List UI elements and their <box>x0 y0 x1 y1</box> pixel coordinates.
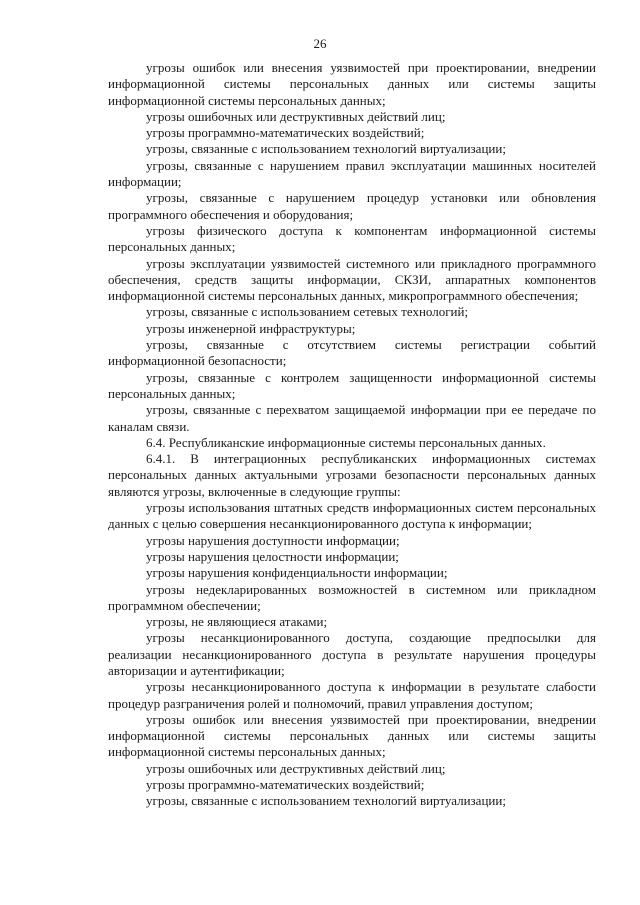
paragraph: угрозы, связанные с нарушением процедур установки или обновления программного обеспечения и оборудования; <box>108 190 596 222</box>
paragraph: угрозы несанкционированного доступа к информации в результате слабости процедур разграничения ролей и полномочий, правил управления доступом; <box>108 679 596 711</box>
paragraph: угрозы инженерной инфраструктуры; <box>146 320 356 336</box>
section-heading: 6.4. Республиканские информационные системы персональных данных. <box>146 434 546 450</box>
paragraph: угрозы программно-математических воздействий; <box>146 777 425 793</box>
paragraph: угрозы недекларированных возможностей в системном или прикладном программном обеспечении; <box>108 581 596 613</box>
paragraph: угрозы нарушения целостности информации; <box>146 548 399 564</box>
paragraph: угрозы физического доступа к компонентам информационной системы персональных данных; <box>108 222 596 255</box>
paragraph: угрозы ошибок или внесения уязвимостей при проектировании, внедрении информационной системы персональных данных или системы защиты информационной системы персональных данных; <box>108 60 596 108</box>
subsection-paragraph: 6.4.1. В интеграционных республиканских информационных системах персональных данных актуальными угрозами безопасности персональных данных являются угрозы, включенные в следующие группы: <box>108 451 596 499</box>
paragraph: угрозы нарушения конфиденциальности информации; <box>146 565 448 581</box>
paragraph: угрозы, связанные с контролем защищенности информационной системы персональных данных; <box>108 369 596 401</box>
paragraph: угрозы, связанные с перехватом защищаемой информации при ее передаче по каналам связи. <box>108 402 596 434</box>
paragraph: угрозы ошибочных или деструктивных действий лиц; <box>146 108 446 124</box>
paragraph: угрозы несанкционированного доступа, создающие предпосылки для реализации несанкционированного доступа в результате нарушения процедуры авторизации и аутентификации; <box>108 630 596 678</box>
paragraph: угрозы нарушения доступности информации; <box>146 532 400 548</box>
paragraph: угрозы, связанные с использованием технологий виртуализации; <box>146 793 506 809</box>
paragraph: угрозы, связанные с использованием сетевых технологий; <box>146 304 469 320</box>
document-body <box>108 60 596 810</box>
paragraph: угрозы, не являющиеся атаками; <box>146 614 328 630</box>
paragraph: угрозы, связанные с использованием технологий виртуализации; <box>146 141 506 157</box>
paragraph: угрозы эксплуатации уязвимостей системного или прикладного программного обеспечения, средств защиты информации, СКЗИ, аппаратных компонентов информационной системы персональных данных, микропрограммного обеспечения; <box>108 255 596 304</box>
paragraph: угрозы ошибок или внесения уязвимостей при проектировании, внедрении информационной системы персональных данных или системы защиты информационной системы персональных данных; <box>108 711 596 760</box>
page-number: 26 <box>313 36 327 51</box>
paragraph: угрозы ошибочных или деструктивных действий лиц; <box>146 760 446 776</box>
paragraph: угрозы, связанные с нарушением правил эксплуатации машинных носителей информации; <box>108 157 596 190</box>
paragraph: угрозы программно-математических воздействий; <box>146 125 425 141</box>
paragraph: угрозы использования штатных средств информационных систем персональных данных с целью совершения несанкционированного доступа к информации; <box>108 500 596 532</box>
paragraph: угрозы, связанные с отсутствием системы регистрации событий информационной безопасности; <box>108 337 596 369</box>
